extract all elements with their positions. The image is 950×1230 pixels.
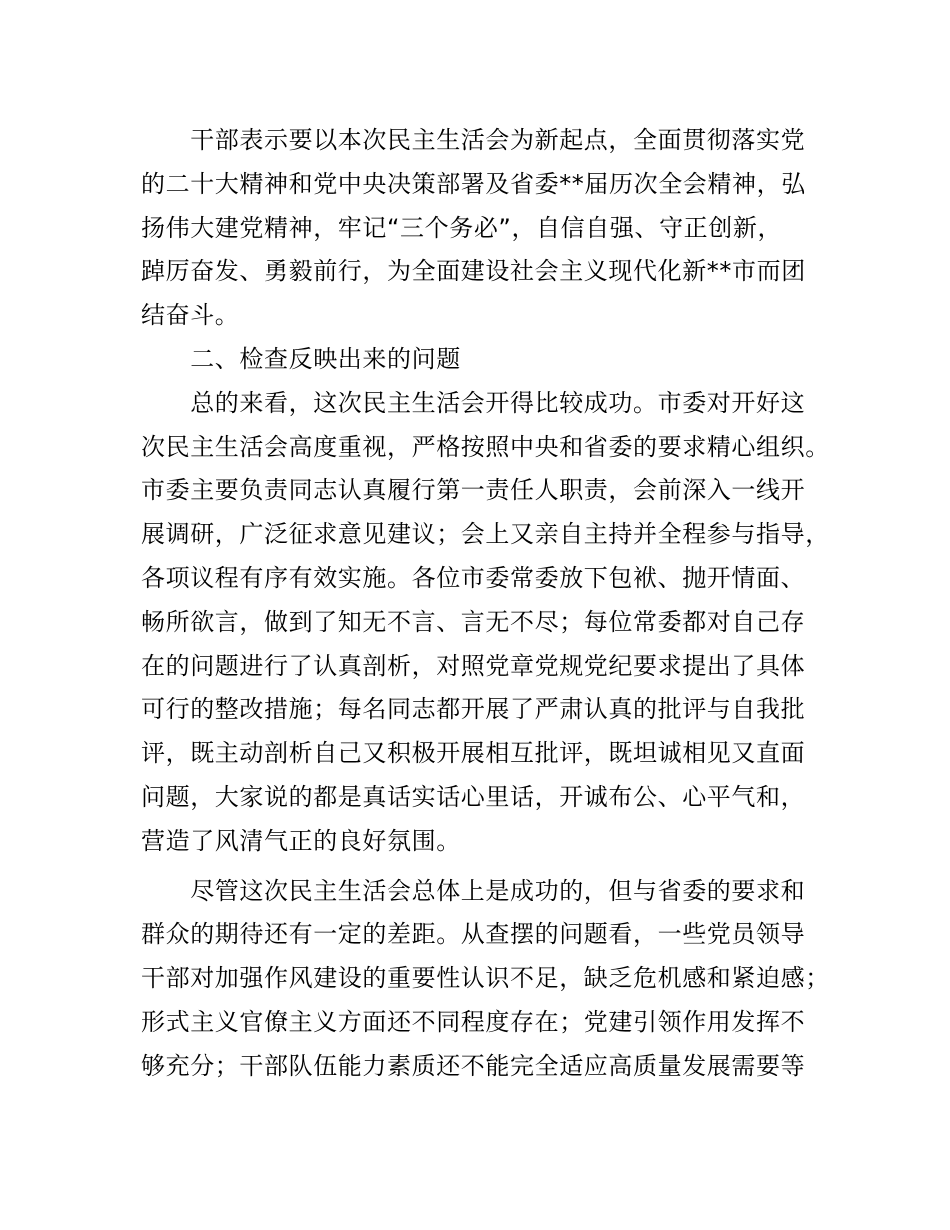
text-line: 踔厉奋发、勇毅前行，为全面建设社会主义现代化新**市而团 — [141, 257, 806, 286]
text-line: 尽管这次民主生活会总体上是成功的，但与省委的要求和 — [141, 876, 806, 905]
text-line: 展调研，广泛征求意见建议；会上又亲自主持并全程参与指导， — [141, 520, 830, 549]
text-line: 群众的期待还有一定的差距。从查摆的问题看，一些党员领导 — [141, 920, 806, 949]
text-line: 干部表示要以本次民主生活会为新起点，全面贯彻落实党 — [141, 126, 806, 154]
text-line: 可行的整改措施；每名同志都开展了严肃认真的批评与自我批 — [141, 695, 806, 724]
text-line: 问题，大家说的都是真话实话心里话，开诚布公、心平气和， — [141, 782, 806, 811]
section-heading — [141, 338, 841, 382]
text-line: 扬伟大建党精神，牢记“三个务必”，自信自强、守正创新， — [141, 213, 783, 242]
text-line: 干部对加强作风建设的重要性认识不足，缺乏危机感和紧迫感； — [141, 964, 830, 993]
text-line: 形式主义官僚主义方面还不同程度存在；党建引领作用发挥不 — [141, 1007, 806, 1036]
text-line: 评，既主动剖析自己又积极开展相互批评，既坦诚相见又直面 — [141, 739, 806, 768]
text-line: 次民主生活会高度重视，严格按照中央和省委的要求精心组织。 — [141, 432, 830, 461]
text-line: 市委主要负责同志认真履行第一责任人职责，会前深入一线开 — [141, 476, 806, 505]
paragraph-summary — [141, 382, 841, 864]
paragraph-commitment — [141, 119, 841, 338]
text-line: 结奋斗。 — [141, 301, 240, 330]
text-line: 各项议程有序有效实施。各位市委常委放下包袱、抛开情面、 — [141, 563, 806, 592]
document-body — [141, 119, 841, 1089]
text-line: 的二十大精神和党中央决策部署及省委**届历次全会精神，弘 — [141, 169, 806, 198]
text-line: 总的来看，这次民主生活会开得比较成功。市委对开好这 — [141, 388, 806, 417]
text-line: 在的问题进行了认真剖析，对照党章党规党纪要求提出了具体 — [141, 651, 806, 680]
heading-line: 二、检查反映出来的问题 — [141, 344, 461, 373]
text-line: 畅所欲言，做到了知无不言、言无不尽；每位常委都对自己存 — [141, 607, 806, 636]
text-line: 营造了风清气正的良好氛围。 — [141, 826, 461, 855]
text-line: 够充分；干部队伍能力素质还不能完全适应高质量发展需要等 — [141, 1051, 806, 1080]
paragraph-shortcomings — [141, 870, 841, 1089]
